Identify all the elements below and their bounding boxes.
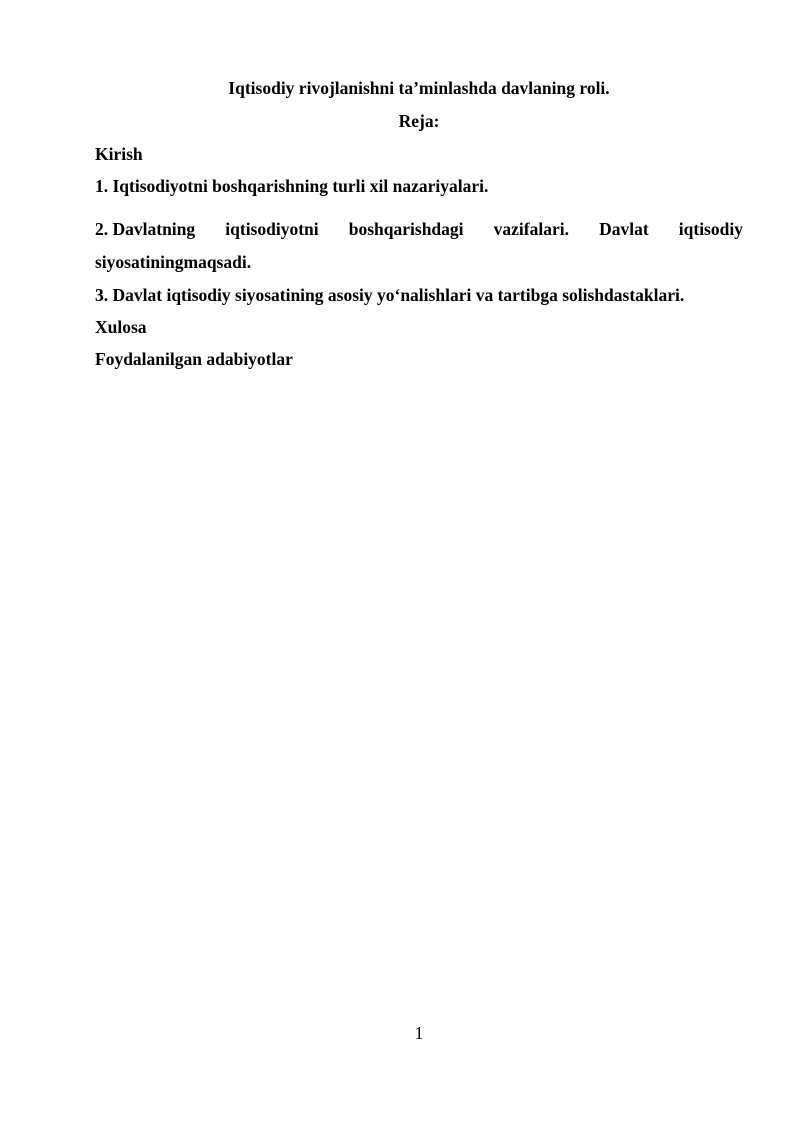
plan-item-2-word: boshqarishdagi (348, 219, 464, 239)
plan-item-intro: Kirish (95, 144, 143, 164)
plan-item-2-word: vazifalari. (493, 219, 569, 239)
document-title: Iqtisodiy rivojlanishni ta’minlashda davlaning roli. (228, 78, 610, 98)
plan-item-2-continuation: siyosatiningmaqsadi. (95, 252, 252, 272)
plan-item-2-word: Davlat (599, 219, 649, 239)
plan-heading: Reja: (398, 111, 440, 131)
plan-item-2 (95, 218, 743, 240)
plan-item-1: 1. Iqtisodiyotni boshqarishning turli xil nazariyalari. (95, 176, 489, 196)
plan-item-2-word: iqtisodiy (678, 219, 743, 239)
page-number: 1 (414, 1023, 424, 1043)
plan-item-2-word: 2. Davlatning (95, 219, 196, 239)
plan-item-2-word: iqtisodiyotni (225, 219, 319, 239)
plan-item-conclusion: Xulosa (95, 317, 147, 337)
plan-item-references: Foydalanilgan adabiyotlar (95, 349, 293, 369)
plan-item-3: 3. Davlat iqtisodiy siyosatining asosiy yo‘nalishlari va tartibga solishdastaklari. (95, 285, 685, 305)
